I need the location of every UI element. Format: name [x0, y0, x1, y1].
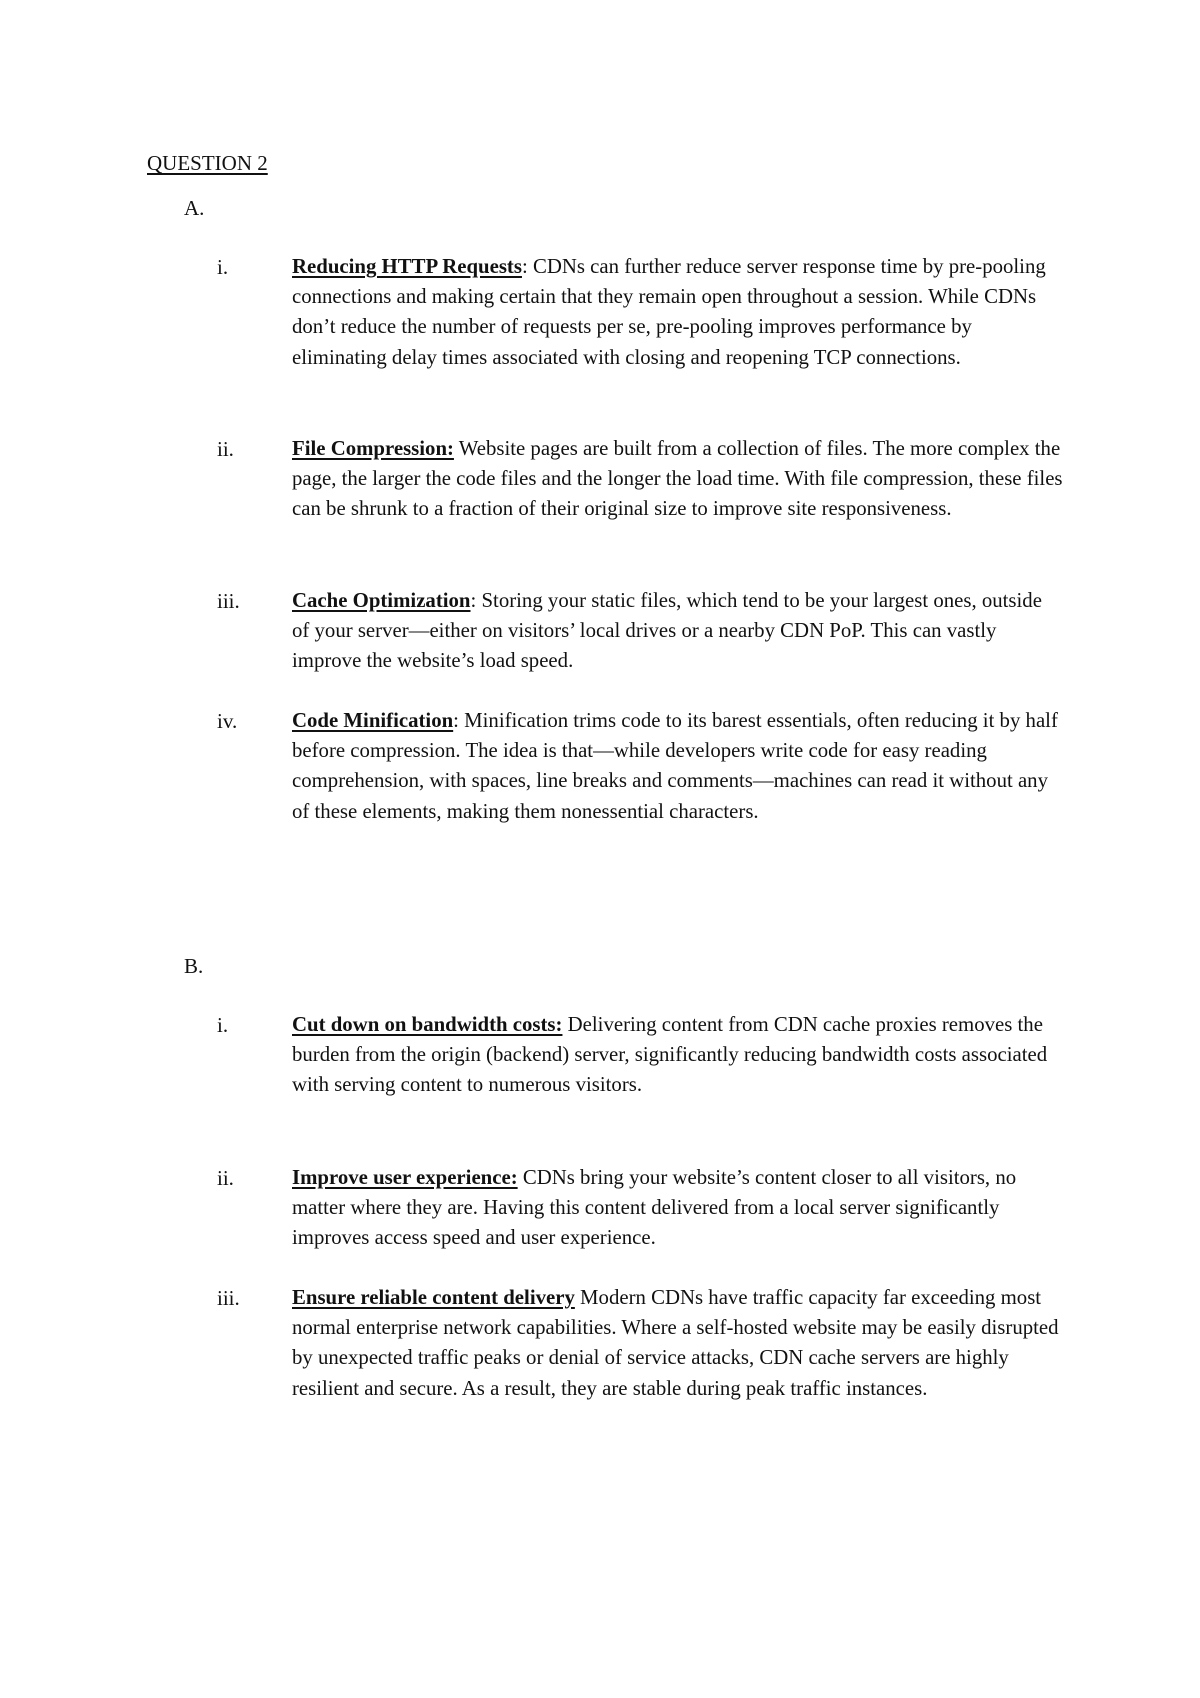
section-label-a: A. [184, 196, 205, 220]
item-paragraph [292, 252, 1064, 373]
item-term: Reducing HTTP Requests [292, 255, 522, 278]
item-paragraph [292, 706, 1064, 827]
item-paragraph [292, 434, 1064, 525]
item-term: Cache Optimization [292, 589, 471, 612]
item-paragraph [292, 586, 1064, 677]
item-term: Improve user experience: [292, 1166, 518, 1189]
item-numeral: i. [217, 255, 229, 279]
item-term: File Compression: [292, 437, 454, 460]
item-paragraph [292, 1163, 1064, 1254]
item-body: : CDNs can further reduce server response time by pre-pooling connections and making certain that they remain open throughout a session. While CDNs don’t reduce the number of requests per se, pre-pooling improves performance by eliminating delay times associated with closing and reopening TCP connections. [292, 255, 1046, 369]
item-term: Ensure reliable content delivery [292, 1286, 575, 1309]
item-body: Delivering content from CDN cache proxies removes the burden from the origin (backend) server, significantly reducing bandwidth costs associated with serving content to numerous visitors. [292, 1013, 1048, 1097]
item-paragraph [292, 1283, 1064, 1404]
item-body: : Minification trims code to its barest essentials, often reducing it by half before compression. The idea is that—while developers write code for easy reading comprehension, with spaces, line breaks and comments—machines can read it without any of these elements, making them nonessential characters. [292, 709, 1058, 823]
item-body: Modern CDNs have traffic capacity far exceeding most normal enterprise network capabilities. Where a self-hosted website may be easily disrupted by unexpected traffic peaks or denial of service attacks, CDN cache servers are highly resilient and secure. As a result, they are stable during peak traffic instances. [292, 1286, 1059, 1400]
item-paragraph [292, 1010, 1064, 1101]
section-label-b: B. [184, 954, 204, 978]
item-body: CDNs bring your website’s content closer to all visitors, no matter where they are. Having this content delivered from a local server significantly improves access speed and user experience. [292, 1166, 1017, 1250]
question-title: QUESTION 2 [147, 151, 268, 175]
item-numeral: iii. [217, 589, 240, 613]
item-numeral: i. [217, 1013, 229, 1037]
item-numeral: ii. [217, 1166, 234, 1190]
item-term: Cut down on bandwidth costs: [292, 1013, 563, 1036]
item-body: : Storing your static files, which tend to be your largest ones, outside of your server—either on visitors’ local drives or a nearby CDN PoP. This can vastly improve the website’s load speed. [292, 589, 1042, 673]
item-body: Website pages are built from a collection of files. The more complex the page, the larger the code files and the longer the load time. With file compression, these files can be shrunk to a fraction of their original size to improve site responsiveness. [292, 437, 1063, 521]
item-numeral: ii. [217, 437, 234, 461]
item-term: Code Minification [292, 709, 454, 732]
item-numeral: iii. [217, 1286, 240, 1310]
item-numeral: iv. [217, 709, 238, 733]
